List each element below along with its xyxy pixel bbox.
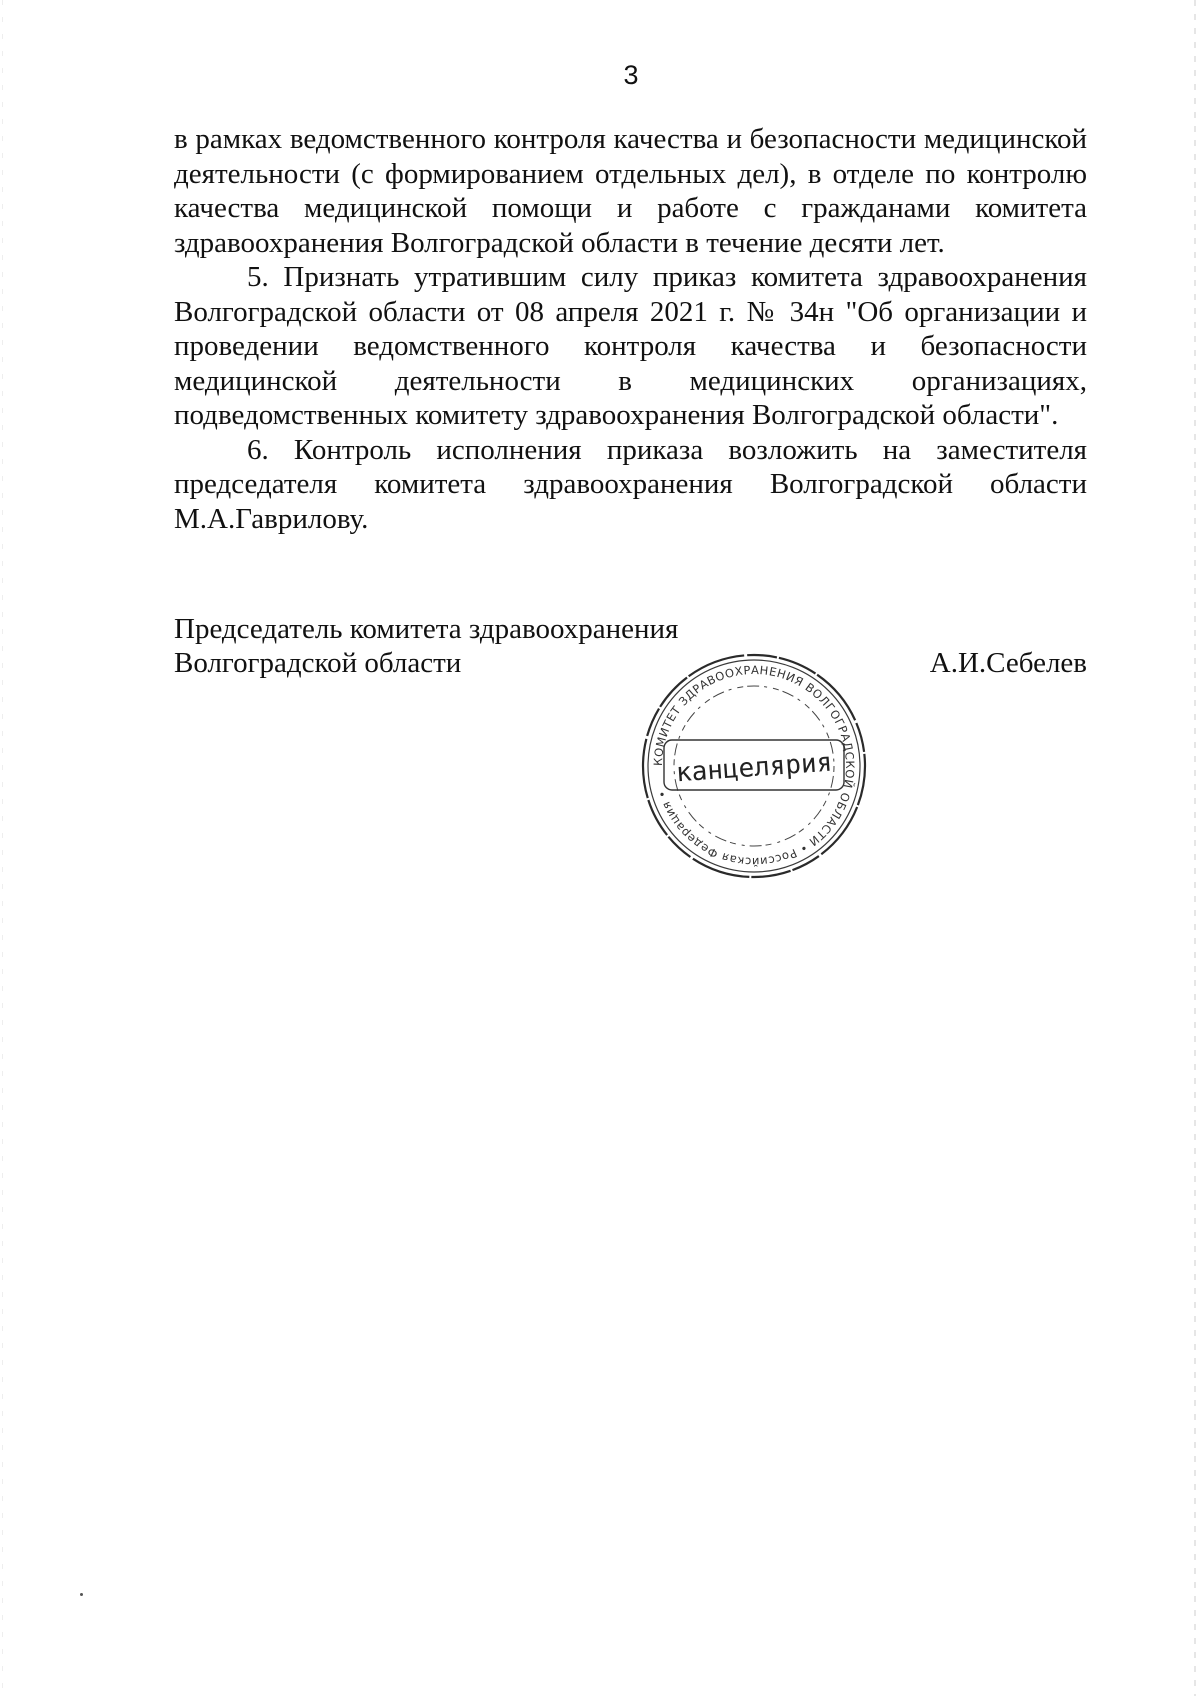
stamp-outer-text: КОМИТЕТ ЗДРАВООХРАНЕНИЯ ВОЛГОГРАДСКОЙ ОБЛАСТИ • Российская Федерация • bbox=[650, 662, 858, 870]
paragraph-item-6: 6. Контроль исполнения приказа возложить на заместителя председателя комитета здравоохранения Волгоградской области М.А.Гаврилову. bbox=[174, 433, 1087, 535]
stamp-seal-graphic bbox=[638, 650, 870, 882]
scan-speck bbox=[80, 1593, 83, 1596]
paragraph-item-5: 5. Признать утратившим силу приказ комитета здравоохранения Волгоградской области от 08 апреля 2021 г. № 34н "Об организации и проведении ведомственного контроля качества и безопасности медицинской деятельности в медицинских организациях, подведомственных комитету здравоохранения Волгоградской области". bbox=[174, 261, 1087, 431]
signatory-position-line1: Председатель комитета здравоохранения bbox=[174, 613, 679, 645]
document-body bbox=[174, 122, 1087, 536]
signatory-position-line2: Волгоградской области bbox=[174, 647, 462, 679]
stamp-center-text: канцелярия bbox=[675, 747, 834, 789]
signatory-name: А.И.Себелев bbox=[929, 647, 1087, 679]
signature-block bbox=[174, 612, 1087, 680]
scan-edge-left bbox=[2, 0, 3, 1696]
paragraph-continuation: в рамках ведомственного контроля качества и безопасности медицинской деятельности (с формированием отдельных дел), в отделе по контролю качества медицинской помощи и работе с гражданами комитета здравоохранения Волгоградской области в течение десяти лет. bbox=[174, 123, 1087, 259]
page-number: 3 bbox=[623, 60, 639, 90]
office-stamp bbox=[638, 650, 870, 882]
scan-edge-right bbox=[1194, 0, 1196, 1696]
